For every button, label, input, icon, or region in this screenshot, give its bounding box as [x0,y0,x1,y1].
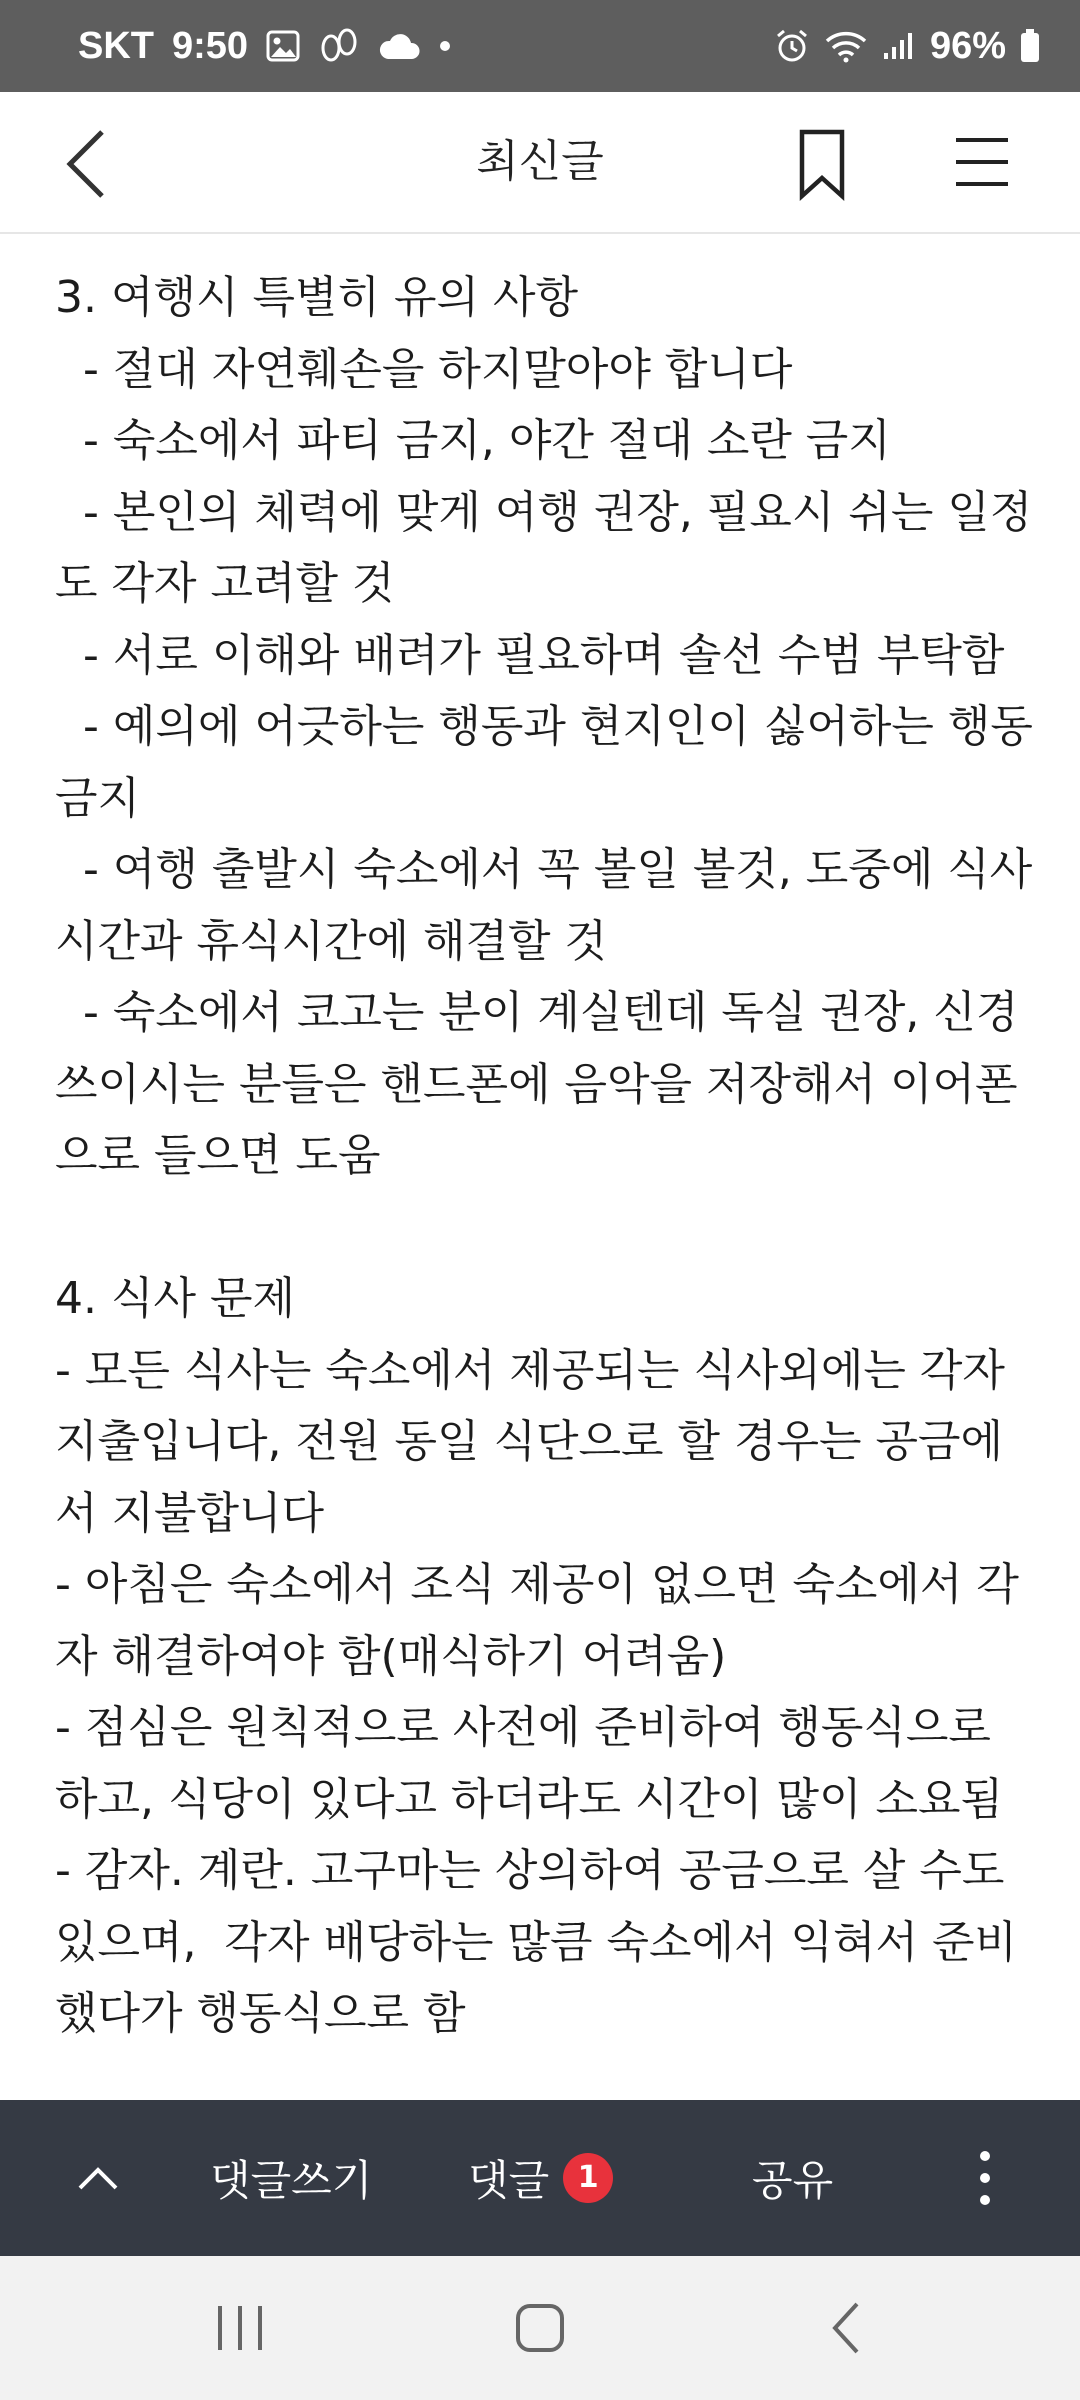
recent-apps-button[interactable] [200,2292,280,2364]
cloud-icon [378,31,420,61]
system-back-button[interactable] [805,2292,885,2364]
post-body [55,262,1047,2050]
post-line: - 감자. 계란. 고구마는 상의하여 공금으로 살 수도 있으며, 각자 배당하는 많큼 숙소에서 익혀서 준비했다가 행동식으로 함 [55,1845,1019,2039]
gallery-icon [266,29,300,63]
bookmark-button[interactable] [790,126,854,202]
comments-label: 댓글 [468,2156,550,2205]
post-line: 3. 여행시 특별히 유의 사항 [55,272,578,323]
paragraph-spacer [55,1192,1035,1264]
scroll-top-button[interactable] [68,2100,128,2256]
page-title: 최신글 [476,136,604,187]
system-nav-bar [0,2256,1080,2400]
hamburger-menu-icon [952,132,1012,192]
home-icon [500,2292,580,2364]
dot-icon [438,39,452,53]
share-button[interactable] [752,2100,833,2256]
write-comment-button[interactable] [210,2100,372,2256]
chevron-up-icon [76,2164,120,2192]
alarm-icon [774,28,810,64]
section-heading: 4. 식사 문제 [55,1273,295,1324]
post-line: - 숙소에서 파티 금지, 야간 절대 소란 금지 [55,415,891,466]
post-line: - 서로 이해와 배려가 필요하며 솔선 수범 부탁함 [55,629,1005,681]
post-line: - 예의에 어긋하는 행동과 현지인이 싫어하는 행동 금지 [55,701,1047,824]
post-action-bar [0,2100,1080,2256]
wifi-icon [824,29,868,63]
menu-button[interactable] [952,132,1012,192]
chevron-left-icon [52,122,132,202]
signal-icon [882,31,916,61]
status-bar [0,0,1080,92]
back-icon [805,2292,885,2364]
post-line: - 절대 자연훼손을 하지말아야 합니다 [55,343,793,395]
post-line: - 본인의 체력에 맞게 여행 권장, 필요시 쉬는 일정도 각자 고려할 것 [55,486,1033,609]
home-button[interactable] [500,2292,580,2364]
more-vertical-icon [979,2150,991,2206]
post-line: - 점심은 원칙적으로 사전에 준비하여 행동식으로 하고, 식당이 있다고 하더라도 시간이 많이 소요됨 [55,1702,1005,1825]
pedometer-icon [318,28,360,64]
bookmark-icon [790,126,854,202]
write-comment-label: 댓글쓰기 [210,2156,373,2205]
app-header [0,92,1080,234]
recents-icon [200,2292,280,2364]
more-options-button[interactable] [970,2100,1000,2256]
carrier-label: SKT [78,24,154,67]
clock: 9:50 [172,24,249,67]
back-button[interactable] [52,122,132,202]
post-line: - 모든 식사는 숙소에서 제공되는 식사외에는 각자 지출입니다, 전원 동일 식단으로 할 경우는 공금에서 지불합니다 [55,1344,1019,1539]
post-line: - 숙소에서 코고는 분이 계실텐데 독실 권장, 신경쓰이시는 분들은 핸드폰에 음악을 저장해서 이어폰으로 들으면 도움 [55,987,1019,1181]
comment-count-badge: 1 [563,2153,613,2203]
post-line: - 아침은 숙소에서 조식 제공이 없으면 숙소에서 각자 해결하여야 함(매식하기 어려움) [55,1559,1019,1682]
battery-icon [1020,29,1040,63]
post-line: - 여행 출발시 숙소에서 꼭 볼일 볼것, 도중에 식사 시간과 휴식시간에 해결할 것 [55,844,1047,967]
battery-percent: 96% [929,24,1006,67]
comments-button[interactable] [468,2100,613,2256]
share-label: 공유 [752,2156,834,2205]
